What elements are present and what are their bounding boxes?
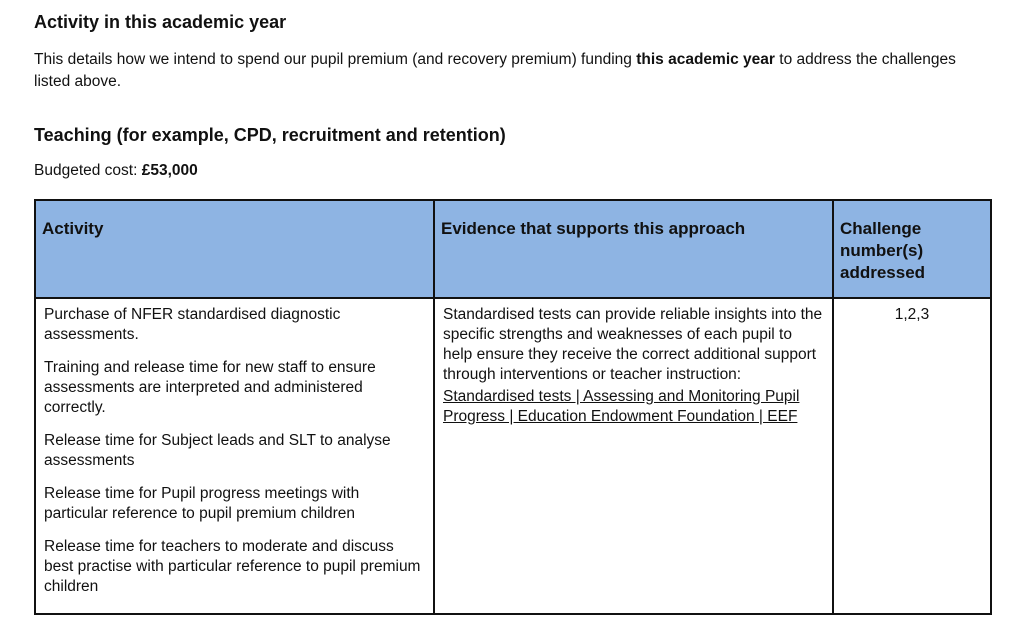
- challenge-cell: 1,2,3: [833, 298, 991, 614]
- intro-text-after: to address the challenges listed above.: [34, 51, 956, 90]
- evidence-cell: [434, 298, 833, 614]
- page-heading: Activity in this academic year: [34, 12, 287, 32]
- activity-item: Training and release time for new staff to ensure assessments are interpreted and administered correctly.: [44, 359, 376, 416]
- budget-label: Budgeted cost:: [34, 162, 142, 179]
- evidence-text: Standardised tests can provide reliable insights into the specific strengths and weaknesses of each pupil to help ensure they receive the correct additional support through interventions or teacher instruction:: [443, 306, 823, 383]
- intro-paragraph: [34, 49, 994, 93]
- activity-item: Release time for teachers to moderate and discuss best practise with particular reference to pupil premium children: [44, 538, 421, 595]
- activity-table: [34, 199, 992, 615]
- activity-item: Release time for Pupil progress meetings with particular reference to pupil premium children: [44, 485, 360, 522]
- budget-line: [34, 162, 198, 180]
- section-heading: Teaching (for example, CPD, recruitment and retention): [34, 125, 506, 145]
- evidence-link-paragraph: [443, 387, 824, 427]
- eef-link[interactable]: Standardised tests | Assessing and Monitoring Pupil Progress | Education Endowment Foundation | EEF: [443, 388, 800, 425]
- intro-text-before: This details how we intend to spend our pupil premium (and recovery premium) funding: [34, 51, 637, 68]
- activity-cell: [35, 298, 434, 614]
- header-activity: Activity: [35, 200, 434, 298]
- activity-item: Purchase of NFER standardised diagnostic assessments.: [44, 306, 341, 343]
- table-header-row: [35, 200, 991, 298]
- header-evidence: Evidence that supports this approach: [434, 200, 833, 298]
- budget-value: £53,000: [141, 162, 198, 179]
- activity-item: Release time for Subject leads and SLT to analyse assessments: [44, 432, 391, 469]
- table-row: [35, 298, 991, 614]
- header-challenge: Challenge number(s) addressed: [833, 200, 991, 298]
- intro-text-bold: this academic year: [636, 51, 775, 68]
